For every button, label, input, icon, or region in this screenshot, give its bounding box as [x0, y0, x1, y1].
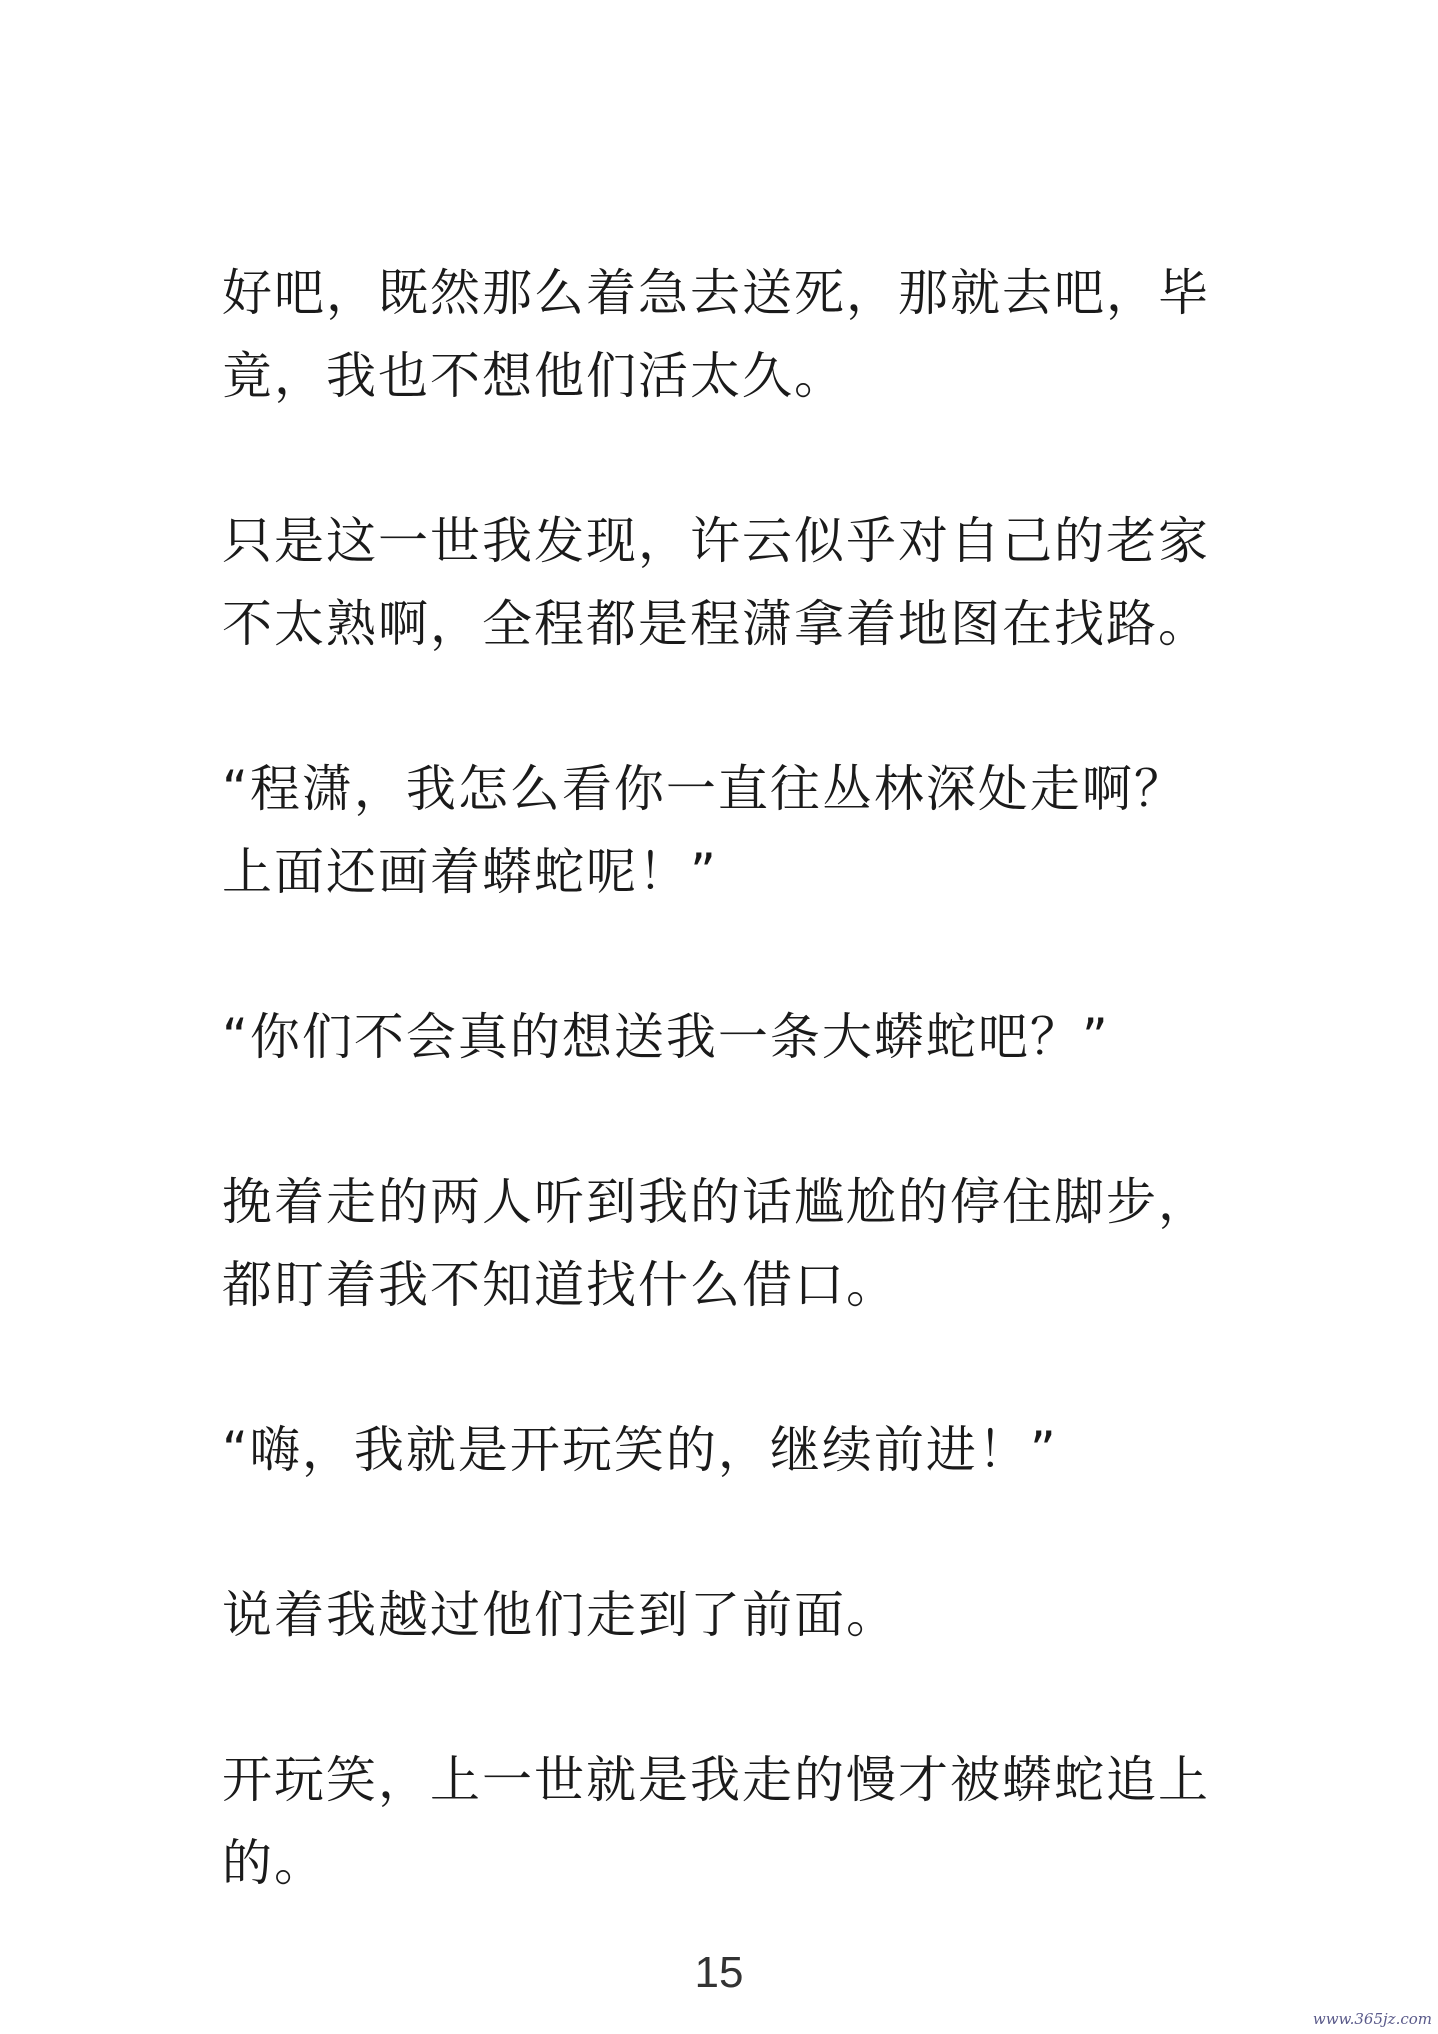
paragraph: 挽着走的两人听到我的话尴尬的停住脚步，都盯着我不知道找什么借口。 [222, 1173, 1210, 1314]
paragraph: “程潇，我怎么看你一直往丛林深处走啊？上面还画着蟒蛇呢！” [222, 760, 1186, 901]
paragraph: 开玩笑，上一世就是我走的慢才被蟒蛇追上的。 [222, 1751, 1210, 1892]
paragraph: 说着我越过他们走到了前面。 [222, 1586, 898, 1644]
paragraph: “嗨，我就是开玩笑的，继续前进！” [222, 1421, 1058, 1479]
body-text [222, 252, 1232, 1987]
paragraph: “你们不会真的想送我一条大蟒蛇吧？” [222, 1008, 1110, 1066]
paragraph: 只是这一世我发现，许云似乎对自己的老家不太熟啊，全程都是程潇拿着地图在找路。 [222, 512, 1210, 653]
watermark: www.365jz.com [1312, 2010, 1432, 2028]
paragraph: 好吧，既然那么着急去送死，那就去吧，毕竟，我也不想他们活太久。 [222, 264, 1210, 405]
page-number: 15 [694, 1948, 744, 1997]
